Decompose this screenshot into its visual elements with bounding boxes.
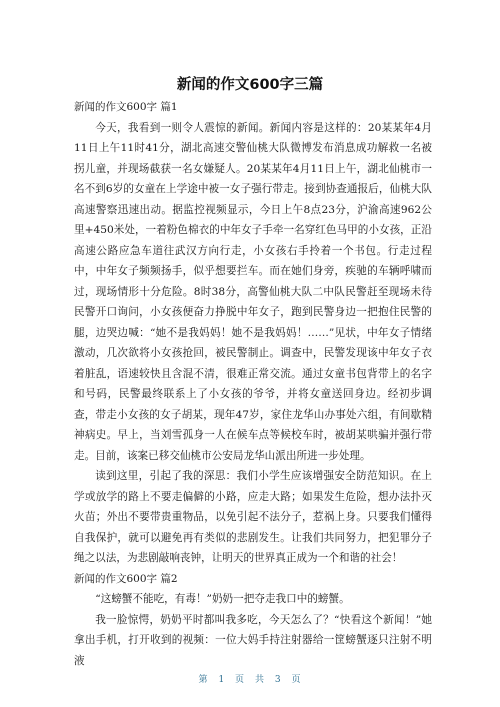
footer-label-ye: 页 [291, 675, 302, 685]
section-heading-2: 新闻的作文600字 篇2 [74, 572, 178, 585]
paragraph: 今天，我看到一则令人震惊的新闻。新闻内容是这样的：20某某年4月11日上午11时41分，湖北高速交警仙桃大队微博发布消息成功解救一名被拐儿童，并现场截获一名女嫌疑人。20某某年4月11日上午，湖北仙桃市一名不到6岁的女童在上学途中被一女子强行带走。接到协查通报后，仙桃大队高速警察迅速出动。据监控视频显示，今日上午8点23分，沪渝高速962公里+450米处，一着粉色棉衣的中年女子手牵一名穿红色马甲的小女孩，正沿高速公路应急车道往武汉方向行走，小女孩右手拎着一个书包。行走过程中，中年女子频频扬手，似乎想要拦车。而在她们身旁，疾驰的车辆呼啸而过，现场情形十分危险。8时38分，高警仙桃大队二中队民警赶至现场未待民警开口询问，小女孩便奋力挣脱中年女子，跑到民警身边一把抱住民警的腿，边哭边喊：“她不是我妈妈！她不是我妈妈！……”见状，中年女子情绪激动，几次欲将小女孩抢回，被民警制止。调查中，民警发现该中年女子衣着脏乱，语速较快且含混不清，很难正常交流。通过女童书包背带上的名字和号码，民警最终联系上了小女孩的爷爷，并将女童送回身边。经初步调查，带走小女孩的女子胡某，现年47岁，家住龙华山办事处六组，有间歇精神病史。早上，当刘雪孤身一人在候车点等候校车时，被胡某哄骗并强行带走。目前，该案已移交仙桃市公安局龙华山派出所进一步处理。 [74, 121, 433, 462]
paragraph: 我一脸惊愕，奶奶平时都叫我多吃，今天怎么了？“快看这个新闻！”她拿出手机，打开收到的视频：一位大妈手持注射器给一筐螃蟹逐只注射不明液 [74, 613, 432, 667]
paragraph: “这螃蟹不能吃，有毒！”奶奶一把夺走我口中的螃蟹。 [95, 593, 350, 605]
footer-current-page: 1 [218, 675, 226, 685]
footer-total-pages: 3 [274, 675, 282, 685]
document-body [74, 97, 432, 671]
footer-label-di: 第 [198, 675, 209, 685]
section-heading-1: 新闻的作文600字 篇1 [74, 101, 178, 113]
document-title: 新闻的作文600字三篇 [176, 77, 324, 93]
footer-label-gong: 共 [254, 675, 265, 685]
footer-label-ye: 页 [235, 675, 246, 685]
paragraph: 读到这里，引起了我的深思：我们小学生应该增强安全防范知识。在上学或放学的路上不要走偏僻的小路，应走大路；如果发生危险，想办法扑灭火苗；外出不要带贵重物品，以免引起不法分子，惹祸上身。只要我们懂得自我保护，就可以避免再有类似的悲剧发生。让我们共同努力，把犯罪分子绳之以法，为悲剧敲响丧钟，让明天的世界真正成为一个和谐的社会！ [74, 470, 432, 564]
page-footer [0, 672, 500, 685]
